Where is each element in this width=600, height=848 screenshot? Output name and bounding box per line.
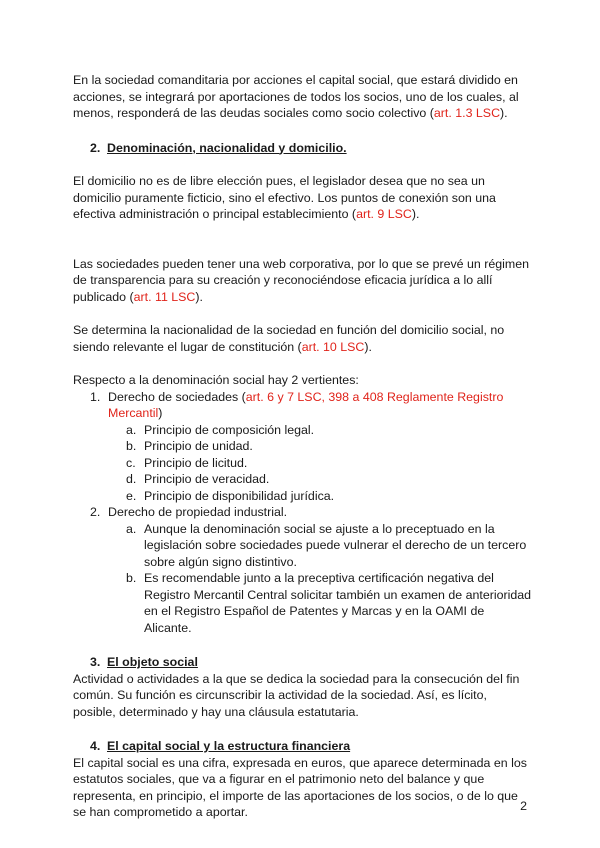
paragraph: Las sociedades pueden tener una web corporativa, por lo que se prevé un régimen de transparencia para su creación y reconociéndose eficacia jurídica a lo allí publicado (art. 11 LSC). — [73, 256, 529, 304]
numbered-list — [73, 389, 533, 637]
section-heading: 4. El capital social y la estructura financiera — [90, 739, 351, 753]
section-heading: 3. El objeto social — [90, 655, 198, 669]
section-heading: 2. Denominación, nacionalidad y domicilio. — [90, 140, 347, 155]
sub-list-item: d. Principio de veracidad. — [126, 472, 270, 486]
legal-reference: art. 10 LSC — [301, 339, 365, 354]
page-number: 2 — [520, 799, 527, 813]
paragraph: Respecto a la denominación social hay 2 vertientes: — [73, 373, 359, 387]
paragraph: Actividad o actividades a la que se dedica la sociedad para la consecución del fin común. Su función es circunscribir la actividad de la sociedad. Así, es lícito, posible, determinado y hay una cláusula estatutaria. — [73, 671, 520, 719]
list-item: 2. Derecho de propiedad industrial. — [90, 505, 288, 519]
section-title: Denominación, nacionalidad y domicilio. — [107, 140, 347, 155]
sub-list-item: c. Principio de licitud. — [126, 455, 248, 470]
intro-paragraph: En la sociedad comanditaria por acciones el capital social, que estará dividido en acciones, se integrará por aportaciones de todos los socios, uno de los cuales, al menos, responderá de las deudas sociales como socio colectivo (art. 1.3 LSC). — [73, 73, 519, 120]
sub-list-item: a. Aunque la denominación social se ajuste a lo preceptuado en la legislación sobre sociedades puede vulnerar el derecho de un tercero sobre algún signo distintivo. — [126, 521, 527, 569]
list-item: 1. Derecho de sociedades (art. 6 y 7 LSC, 398 a 408 Reglamente Registro Mercantil) — [90, 389, 504, 420]
paragraph: Se determina la nacionalidad de la sociedad en función del domicilio social, no siendo relevante el lugar de constitución (art. 10 LSC). — [73, 323, 505, 354]
section-title: El objeto social — [107, 655, 198, 669]
legal-reference: art. 1.3 LSC — [433, 106, 501, 120]
sub-list-item: e. Principio de disponibilidad jurídica. — [126, 488, 335, 503]
sub-list-item: b. Principio de unidad. — [126, 439, 253, 453]
paragraph: El capital social es una cifra, expresada en euros, que aparece determinada en los estatutos sociales, que va a figurar en el patrimonio neto del balance y que representa, en principio, el importe de las aportaciones de los socios, o de lo que se han comprometido a aportar. — [73, 755, 527, 819]
sub-list-item: a. Principio de composición legal. — [126, 422, 315, 437]
sub-list-item: b. Es recomendable junto a la preceptiva certificación negativa del Registro Mercantil Central solicitar también un examen de anterioridad en el Registro Español de Patentes y Marcas y en la OAMI de Alicante. — [126, 571, 532, 635]
section-title: El capital social y la estructura financiera — [107, 739, 351, 753]
legal-reference: art. 9 LSC — [356, 207, 412, 221]
paragraph: El domicilio no es de libre elección pues, el legislador desea que no sea un domicilio puramente ficticio, sino el efectivo. Los puntos de conexión son una efectiva administración o principal establecimiento (art. 9 LSC). — [73, 174, 496, 221]
legal-reference: art. 6 y 7 LSC, 398 a 408 Reglamente Registro Mercantil — [108, 389, 504, 420]
legal-reference: art. 11 LSC — [133, 289, 196, 304]
document-page — [73, 72, 533, 821]
